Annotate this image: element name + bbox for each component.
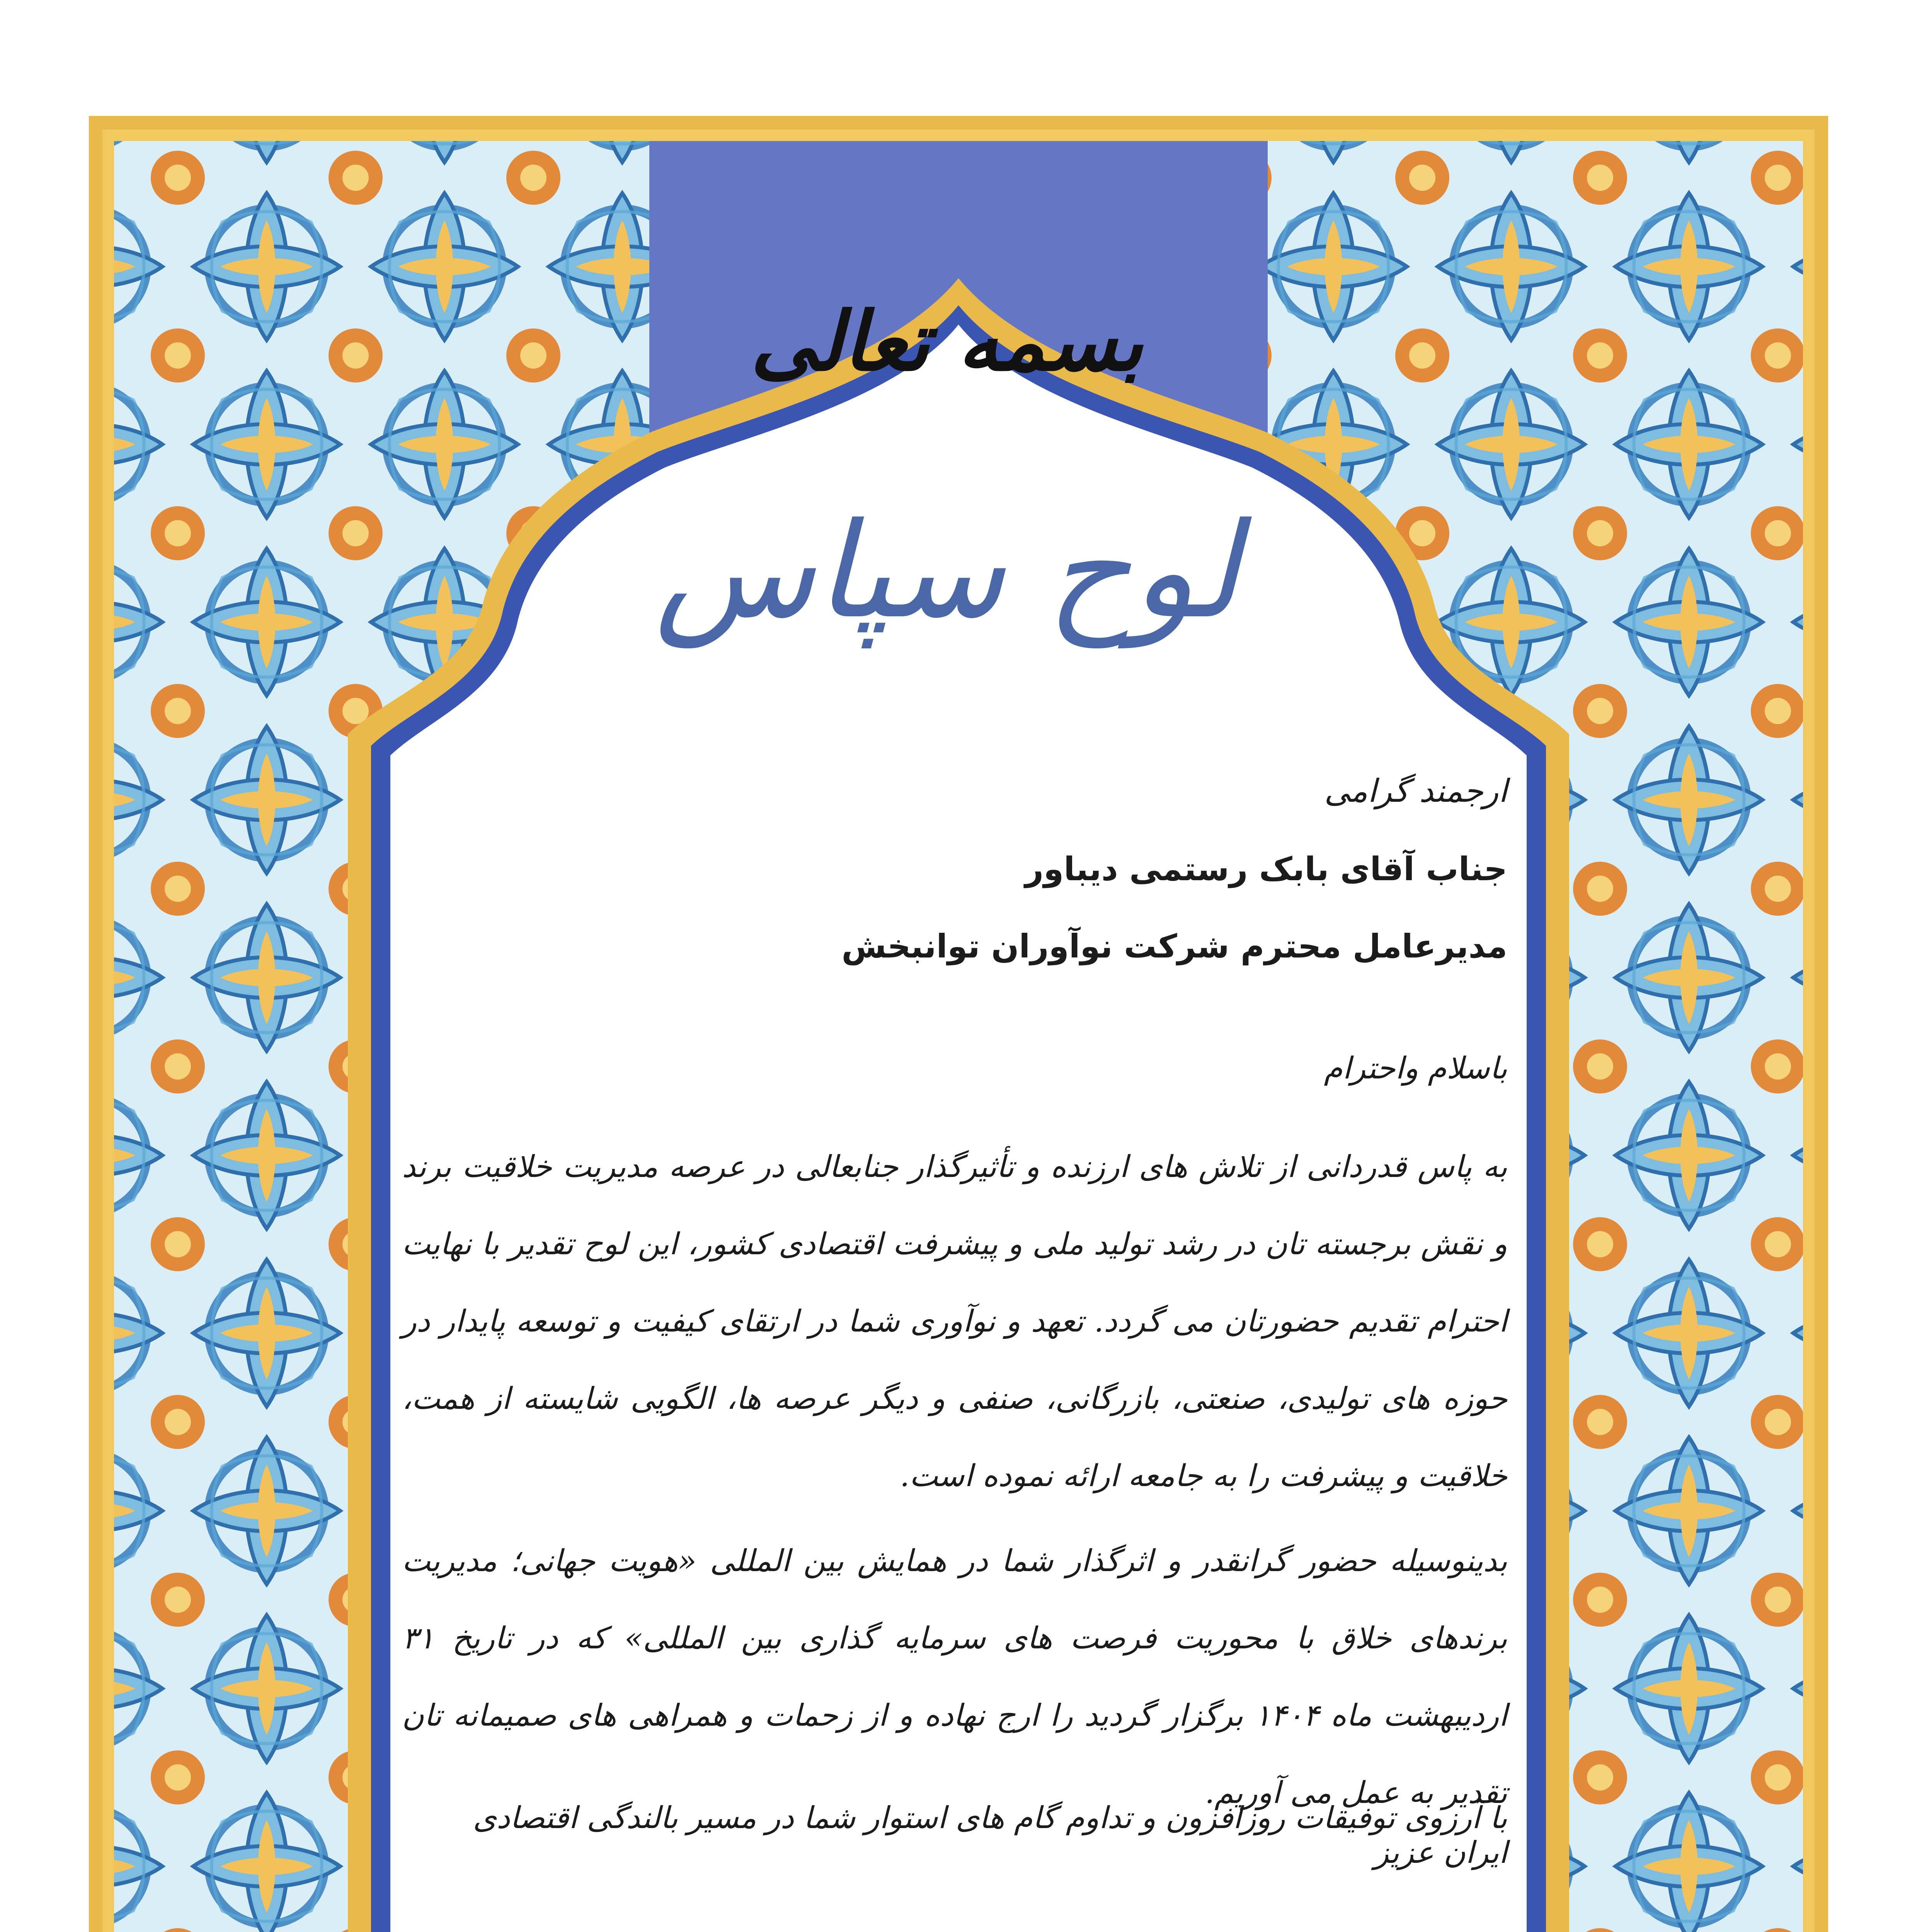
body-paragraph-1: به پاس قدردانی از تلاش های ارزنده و تأثیرگذار جنابعالی در عرصه مدیریت خلاقیت برند و نقش برجسته تان در رشد تولید ملی و پیشرفت اقتصادی کشور، این لوح تقدیر با نهایت احترام تقدیم حضورتان می گردد. تعهد و نوآوری شما در ارتقای کیفیت و توسعه پایدار در حوزه های تولیدی، صنعتی، بازرگانی، صنفی و دیگر عرصه ها، الگویی شایسته از همت، خلاقیت و پیشرفت را به جامعه ارائه نموده است. — [402, 1150, 1507, 1493]
closing-line: با آرزوی توفیقات روزافزون و تداوم گام های استوار شما در مسیر بالندگی اقتصادی ایران عزیز — [473, 1801, 1507, 1870]
salutation: ارجمند گرامی — [1324, 773, 1507, 810]
recipient-name: جناب آقای بابک رستمی دیباور — [1025, 850, 1507, 888]
bismillah-heading: بسمه تعالی — [751, 294, 1143, 389]
body-paragraph-2: بدینوسیله حضور گرانقدر و اثرگذار شما در همایش بین المللی «هویت جهانی؛ مدیریت برندهای خلاق با محوریت فرصت های سرمایه گذاری بین المللی» که در تاریخ ۳۱ اردیبهشت ماه ۱۴۰۴ برگزار گردید را ارج نهاده و از زحمات و همراهی های صمیمانه تان تقدیر به عمل می آوریم. — [402, 1544, 1507, 1810]
certificate-title: لوح سپاس — [654, 495, 1239, 648]
recipient-title: مدیرعامل محترم شرکت نوآوران توانبخش — [841, 927, 1507, 965]
greeting: باسلام واحترام — [1324, 1051, 1507, 1086]
